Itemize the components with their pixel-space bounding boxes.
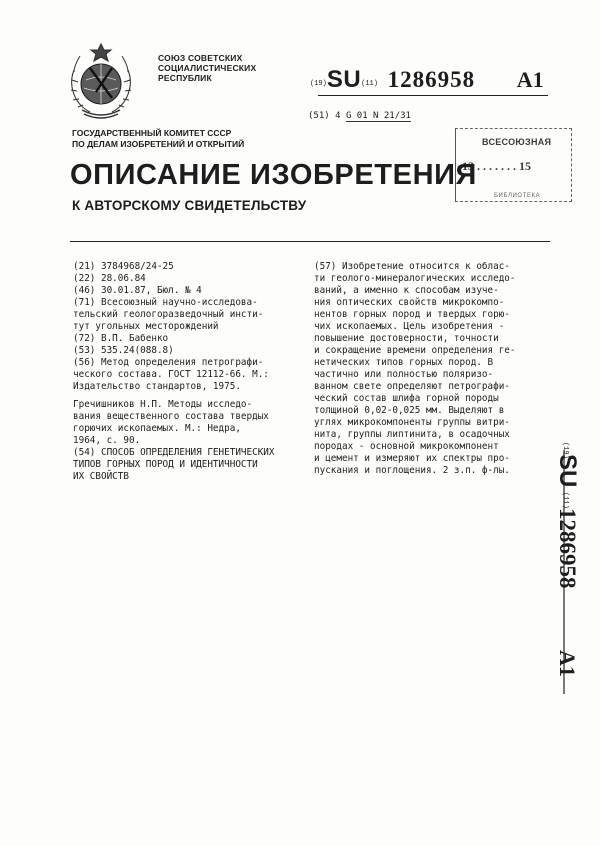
- abstract-line: ваний, а именно к способам изуче-: [314, 285, 499, 296]
- side-kind: A1: [555, 650, 580, 677]
- abstract-line: ния оптических свойств микрокомпо-: [314, 297, 505, 308]
- abstract-line: ческий состав шлифа горной породы: [314, 393, 499, 404]
- biblio-line: (72) В.П. Бабенко: [73, 333, 169, 344]
- biblio-line: Гречишников Н.П. Методы исследо-: [73, 399, 253, 410]
- side-country: SU: [554, 454, 581, 488]
- country-code: SU: [326, 66, 362, 93]
- ipc-prefix: (51) 4: [308, 111, 341, 121]
- stamp-line: БИБЛИОТЕКА: [494, 193, 541, 199]
- country-union-name: [158, 53, 256, 83]
- committee-line: ПО ДЕЛАМ ИЗОБРЕТЕНИЙ И ОТКРЫТИЙ: [72, 139, 245, 149]
- code-11: (11): [361, 80, 378, 88]
- abstract-line: толщиной 0,02-0,025 мм. Выделяют в: [314, 405, 505, 416]
- side-code-11: (11): [561, 492, 569, 509]
- patent-number: 1286958: [387, 67, 476, 92]
- state-emblem-icon: [60, 40, 142, 122]
- biblio-line: (54) СПОСОБ ОПРЕДЕЛЕНИЯ ГЕНЕТИЧЕСКИХ: [73, 447, 275, 458]
- abstract-line: нита, группы липтинита, в осадочных: [314, 429, 510, 440]
- biblio-line: (46) 30.01.87, Бюл. № 4: [73, 285, 202, 296]
- biblio-line: Издательство стандартов, 1975.: [73, 381, 241, 392]
- biblio-line: горючих ископаемых. М.: Недра,: [73, 423, 241, 434]
- patent-number-header: [310, 66, 544, 96]
- abstract-line: частично или полностью поляризо-: [314, 369, 494, 380]
- biblio-line: тут угольных месторождений: [73, 321, 219, 332]
- biblio-line: (21) 3784968/24-25: [73, 261, 174, 272]
- document-title: ОПИСАНИЕ ИЗОБРЕТЕНИЯ: [70, 159, 477, 191]
- biblio-line: вания вещественного состава твердых: [73, 411, 269, 422]
- org-line: СОЮЗ СОВЕТСКИХ: [158, 53, 243, 63]
- abstract: [314, 261, 544, 477]
- stamp-line: ВСЕСОЮЗНАЯ: [482, 137, 552, 147]
- biblio-line: (71) Всесоюзный научно-исследова-: [73, 297, 258, 308]
- biblio-line: (22) 28.06.84: [73, 273, 146, 284]
- org-line: РЕСПУБЛИК: [158, 73, 212, 83]
- code-19: (19): [310, 80, 327, 88]
- ipc-class: G 01 N 21/31: [345, 111, 411, 121]
- ipc-classification: [308, 111, 411, 121]
- header-divider: [318, 95, 548, 96]
- abstract-line: нентов горных пород и твердых горю-: [314, 309, 510, 320]
- biblio-line: ческого состава. ГОСТ 12112-66. М.:: [73, 369, 269, 380]
- abstract-line: нетических типов горных пород. В: [314, 357, 494, 368]
- vertical-patent-number: [548, 440, 588, 700]
- abstract-line: углях микрокомпоненты группы витри-: [314, 417, 510, 428]
- abstract-line: и сокращение времени определения ге-: [314, 345, 516, 356]
- committee-name: [72, 128, 244, 150]
- abstract-line: породах - основной микрокомпонент: [314, 441, 499, 452]
- abstract-line: повышение достоверности, точности: [314, 333, 499, 344]
- biblio-line: 1964, с. 90.: [73, 435, 141, 446]
- side-patent-number: 1286958: [555, 508, 580, 589]
- abstract-line: (57) Изобретение относится к облас-: [314, 261, 510, 272]
- side-code-19: (19): [561, 442, 569, 459]
- biblio-line: (56) Метод определения петрографи-: [73, 357, 264, 368]
- biblio-line: (53) 535.24(088.8): [73, 345, 174, 356]
- abstract-line: ти геолого-минералогических исследо-: [314, 273, 516, 284]
- abstract-line: чих ископаемых. Цель изобретения -: [314, 321, 505, 332]
- biblio-line: ИХ СВОЙСТВ: [73, 471, 129, 482]
- org-line: СОЦИАЛИСТИЧЕСКИХ: [158, 63, 257, 73]
- committee-line: ГОСУДАРСТВЕННЫЙ КОМИТЕТ СССР: [72, 128, 232, 138]
- bibliographic-data: [73, 261, 303, 483]
- abstract-line: ванном свете определяют петрографи-: [314, 381, 510, 392]
- abstract-line: и цемент и измеряют их спектры про-: [314, 453, 510, 464]
- title-divider: [70, 241, 550, 242]
- stamp-line: 13 . . . . . . . 15: [462, 159, 531, 173]
- biblio-line: тельский геологоразведочный инсти-: [73, 309, 264, 320]
- abstract-line: пускания и поглощения. 2 з.п. ф-лы.: [314, 465, 510, 476]
- document-subtitle: К АВТОРСКОМУ СВИДЕТЕЛЬСТВУ: [72, 198, 307, 213]
- biblio-line: ТИПОВ ГОРНЫХ ПОРОД И ИДЕНТИЧНОСТИ: [73, 459, 258, 470]
- kind-code: A1: [516, 67, 544, 92]
